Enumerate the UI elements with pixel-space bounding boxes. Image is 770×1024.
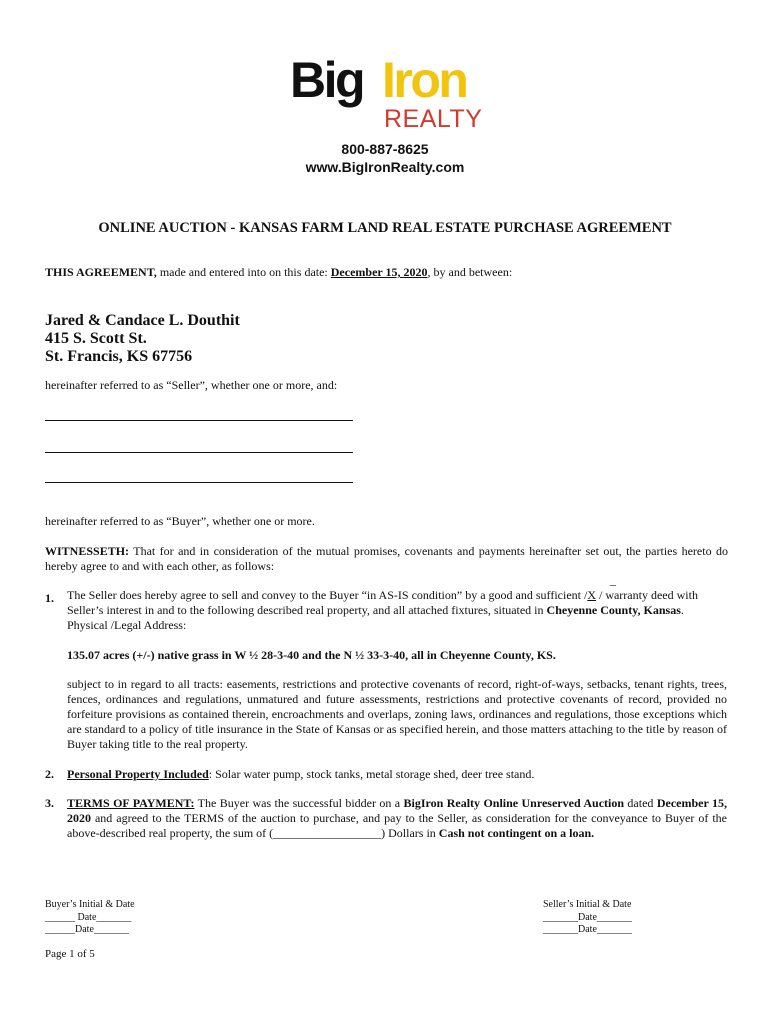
section-3-text-c: and agreed to the TERMS of the auction to purchase, and pay to the Seller, as consideration for the conveyance to Buyer of the above-described real property, the sum of (__________________) Dollars in <box>67 811 727 840</box>
witnesseth-paragraph <box>45 544 728 574</box>
seller-name: Jared & Candace L. Douthit <box>45 312 240 329</box>
buyer-initials-label: Buyer’s Initial & Date <box>45 899 135 910</box>
subject-to-paragraph: subject to in regard to all tracts: easements, restrictions and protective covenants of record, right-of-ways, setbacks, tenant rights, trees, fences, ordinances and regulations, unmatured and future assessments, restrictions and protective covenants of record, provided no forfeiture provisions as contained therein, encroachments and overlaps, zoning laws, ordinances and regulations, those exceptions which are standard to a policy of title insurance in the State of Kansas or as specified herein, and those matters attaching to the title by reason of Buyer taking title to the real property. <box>67 677 727 751</box>
intro-lead: THIS AGREEMENT, <box>45 265 157 279</box>
section-3-text <box>67 796 727 841</box>
buyer-name-line-3[interactable] <box>45 482 353 483</box>
section-1-text-c: . <box>680 603 684 617</box>
bigiron-realty-logo <box>290 52 490 136</box>
section-1-text-b: / warranty deed with Seller’s interest in and to the following described real property, and all attached fixtures, situated in <box>67 588 698 617</box>
section-3-text-a: The Buyer was the successful bidder on a <box>194 796 404 810</box>
seller-referred-text: hereinafter referred to as “Seller”, whether one or more, and: <box>45 378 338 392</box>
seller-initials-block <box>543 899 632 937</box>
seller-street: 415 S. Scott St. <box>45 330 147 347</box>
section-1-number: 1. <box>45 591 54 605</box>
intro-tail: , by and between: <box>427 265 513 279</box>
deed-type-mark: X <box>587 588 596 602</box>
auction-name: BigIron Realty Online Unreserved Auction <box>403 796 625 810</box>
terms-of-payment-label: TERMS OF PAYMENT: <box>67 796 195 810</box>
agreement-intro <box>45 265 728 280</box>
witnesseth-label: WITNESSETH: <box>45 544 130 558</box>
address-label: Physical /Legal Address: <box>67 618 187 632</box>
buyer-name-line-2[interactable] <box>45 452 353 453</box>
auction-date: December 15, 2020 <box>67 796 727 825</box>
section-3-text-b: dated <box>624 796 657 810</box>
buyer-referred-text: hereinafter referred to as “Buyer”, whether one or more. <box>45 514 315 528</box>
logo-word-big: Big <box>290 52 364 108</box>
section-1-text-a: The Seller does hereby agree to sell and convey to the Buyer “in AS-IS condition” by a good and sufficient / <box>67 588 588 602</box>
property-county: Cheyenne County, Kansas <box>546 603 681 617</box>
company-phone: 800-887-8625 <box>341 141 429 157</box>
deed-tick-mark: _ <box>610 573 616 587</box>
agreement-date: December 15, 2020 <box>330 265 428 279</box>
personal-property-label: Personal Property Included <box>67 767 209 781</box>
page-number: Page 1 of 5 <box>45 948 95 960</box>
buyer-initials-block <box>45 899 135 937</box>
buyer-name-line-1[interactable] <box>45 420 353 421</box>
section-2-number: 2. <box>45 767 54 781</box>
section-3-number: 3. <box>45 796 54 810</box>
intro-text: made and entered into on this date: <box>156 265 331 279</box>
seller-initials-line-1[interactable]: _______Date_______ <box>543 911 632 923</box>
cash-terms: Cash not contingent on a loan. <box>438 826 595 840</box>
section-1-text <box>67 588 727 633</box>
seller-initials-line-2[interactable]: _______Date_______ <box>543 924 632 935</box>
logo-word-iron: Iron <box>382 52 467 108</box>
personal-property-list: : Solar water pump, stock tanks, metal storage shed, deer tree stand. <box>208 767 535 781</box>
witnesseth-text: That for and in consideration of the mutual promises, covenants and payments hereinafter set out, the parties hereto do hereby agree to and with each other, as follows: <box>45 544 728 573</box>
buyer-initials-line-2[interactable]: ______Date_______ <box>45 924 129 935</box>
seller-initials-label: Seller’s Initial & Date <box>543 899 632 910</box>
buyer-initials-line-1[interactable]: ______ Date_______ <box>45 911 132 923</box>
company-website: www.BigIronRealty.com <box>305 159 465 175</box>
seller-city: St. Francis, KS 67756 <box>45 348 193 365</box>
document-title: ONLINE AUCTION - KANSAS FARM LAND REAL ESTATE PURCHASE AGREEMENT <box>98 220 672 236</box>
section-2-text <box>67 767 727 782</box>
legal-description: 135.07 acres (+/-) native grass in W ½ 28-3-40 and the N ½ 33-3-40, all in Cheyenne County, KS. <box>67 648 556 662</box>
logo-word-realty: REALTY <box>384 105 483 133</box>
